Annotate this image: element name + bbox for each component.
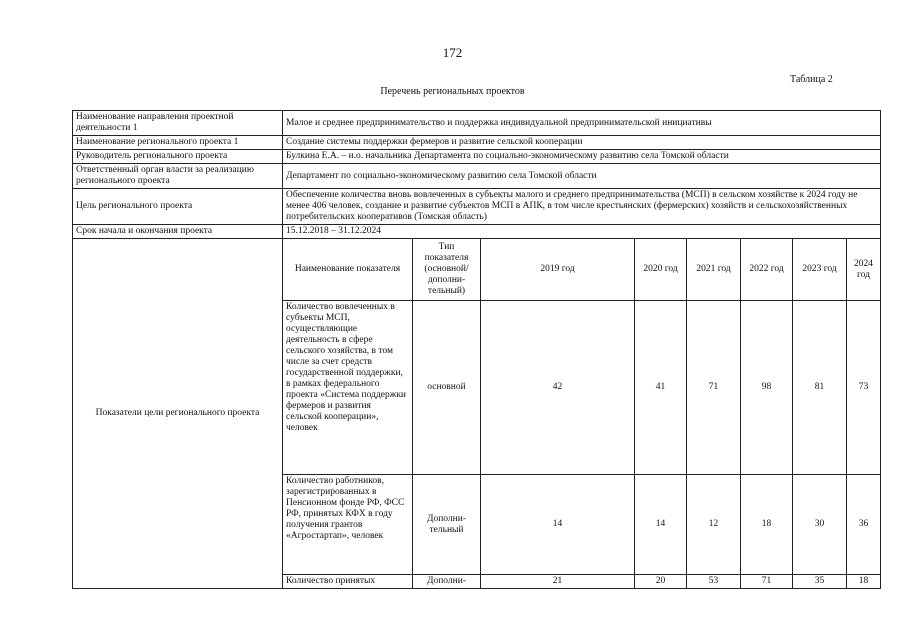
value-2019: 14 <box>481 475 635 575</box>
table-title: Перечень региональных проектов <box>380 86 525 97</box>
header-year-2024: 2024 год <box>847 239 881 301</box>
indicator-type: основной <box>413 301 481 475</box>
row-label: Срок начала и окончания проекта <box>73 225 283 239</box>
header-year-2023: 2023 год <box>793 239 847 301</box>
row-value: Булкина Е.А. – и.о. начальника Департамента по социально-экономическому развитию села Томской области <box>283 150 881 164</box>
page-number: 172 <box>442 45 463 60</box>
value-2023: 35 <box>793 575 847 589</box>
value-2022: 18 <box>741 475 793 575</box>
header-year-2019: 2019 год <box>481 239 635 301</box>
header-year-2022: 2022 год <box>741 239 793 301</box>
row-value: Обеспечение количества вновь вовлеченных в субъекты малого и среднего предпринимательства (МСП) в сельском хозяйстве к 2024 году не менее 406 человек, создание и развитие субъектов МСП в АПК, в том числе крестьянских (фермерских) хозяйств и сельскохозяйственных потребительских кооперативов (Томская область) <box>283 189 881 225</box>
row-label: Наименование направления проектной деятельности 1 <box>73 111 283 136</box>
value-2020: 20 <box>635 575 687 589</box>
value-2020: 14 <box>635 475 687 575</box>
value-2019: 42 <box>481 301 635 475</box>
regional-projects-table <box>72 110 881 589</box>
table-row <box>73 150 881 164</box>
table-row <box>73 136 881 150</box>
row-value: Малое и среднее предпринимательство и поддержка индивидуальной предпринимательской инициативы <box>283 111 881 136</box>
table-row <box>73 164 881 189</box>
table-row <box>73 189 881 225</box>
table-caption: Таблица 2 <box>790 74 833 85</box>
value-2022: 71 <box>741 575 793 589</box>
row-value: Департамент по социально-экономическому развитию села Томской области <box>283 164 881 189</box>
value-2024: 18 <box>847 575 881 589</box>
indicators-section-label: Показатели цели регионального проекта <box>73 239 283 589</box>
indicators-header-row <box>73 239 881 301</box>
row-value: Создание системы поддержки фермеров и развитие сельской кооперации <box>283 136 881 150</box>
value-2023: 30 <box>793 475 847 575</box>
indicator-name: Количество вовлеченных в субъекты МСП, осуществляющие деятельность в сфере сельского хозяйства, в том числе за счет средств государственной поддержки, в рамках федерального проекта «Система поддержки фермеров и развития сельской кооперации», человек <box>283 301 413 475</box>
value-2023: 81 <box>793 301 847 475</box>
value-2020: 41 <box>635 301 687 475</box>
table-row <box>73 225 881 239</box>
value-2021: 53 <box>687 575 741 589</box>
value-2021: 12 <box>687 475 741 575</box>
row-label: Цель регионального проекта <box>73 189 283 225</box>
value-2022: 98 <box>741 301 793 475</box>
indicator-type: Дополни-тельный <box>413 475 481 575</box>
header-indicator-name: Наименование показателя <box>283 239 413 301</box>
value-2024: 36 <box>847 475 881 575</box>
header-year-2020: 2020 год <box>635 239 687 301</box>
header-indicator-type: Тип показателя (основной/ дополни-тельный) <box>413 239 481 301</box>
value-2024: 73 <box>847 301 881 475</box>
table-row <box>73 111 881 136</box>
indicator-name: Количество работников, зарегистрированных в Пенсионном фонде РФ, ФСС РФ, принятых КФХ в году получения грантов «Агростартап», человек <box>283 475 413 575</box>
row-label: Ответственный орган власти за реализацию регионального проекта <box>73 164 283 189</box>
value-2021: 71 <box>687 301 741 475</box>
value-2019: 21 <box>481 575 635 589</box>
row-value: 15.12.2018 – 31.12.2024 <box>283 225 881 239</box>
indicator-type: Дополни- <box>413 575 481 589</box>
row-label: Наименование регионального проекта 1 <box>73 136 283 150</box>
indicator-name: Количество принятых <box>283 575 413 589</box>
row-label: Руководитель регионального проекта <box>73 150 283 164</box>
header-year-2021: 2021 год <box>687 239 741 301</box>
